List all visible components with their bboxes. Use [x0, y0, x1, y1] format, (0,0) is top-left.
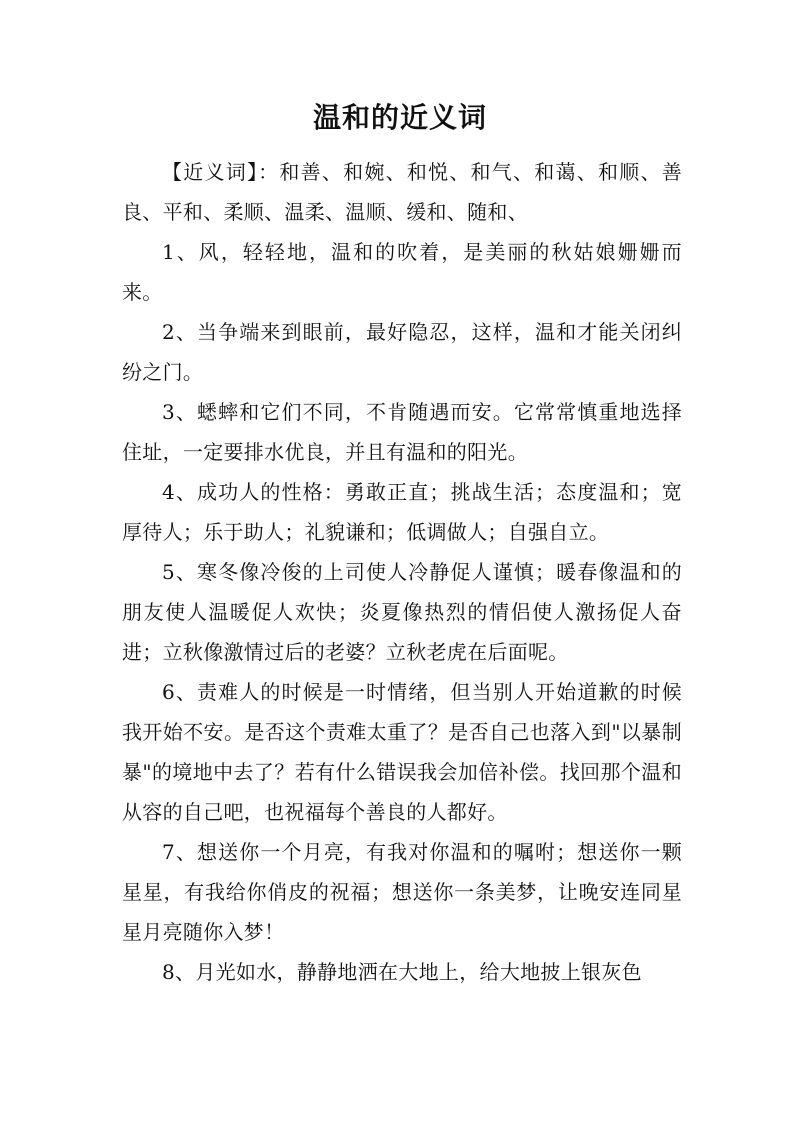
example-sentence-2: 2、当争端来到眼前，最好隐忍，这样，温和才能关闭纠纷之门。 — [122, 320, 682, 384]
document-title: 温和的近义词 — [312, 101, 487, 134]
example-sentence-5: 5、寒冬像冷俊的上司使人冷静促人谨慎；暖春像温和的朋友使人温暖促人欢快；炎夏像热烈的情侣使人激扬促人奋进；立秋像激情过后的老婆？立秋老虎在后面呢。 — [122, 560, 682, 664]
example-sentence-6: 6、责难人的时候是一时情绪，但当别人开始道歉的时候我开始不安。是否这个责难太重了？是否自己也落入到"以暴制暴"的境地中去了？若有什么错误我会加倍补偿。找回那个温和从容的自己吧，也祝福每个善良的人都好。 — [122, 680, 682, 824]
example-sentence-1: 1、风，轻轻地，温和的吹着，是美丽的秋姑娘姗姗而来。 — [122, 240, 682, 304]
synonyms-paragraph: 【近义词】：和善、和婉、和悦、和气、和蔼、和顺、善良、平和、柔顺、温柔、温顺、缓和、随和、 — [122, 160, 682, 224]
example-sentence-8: 8、月光如水，静静地洒在大地上，给大地披上银灰色 — [162, 960, 642, 984]
example-sentence-4: 4、成功人的性格：勇敢正直；挑战生活；态度温和；宽厚待人；乐于助人；礼貌谦和；低调做人；自强自立。 — [122, 480, 682, 544]
example-sentence-3: 3、蟋蟀和它们不同，不肯随遇而安。它常常慎重地选择住址，一定要排水优良，并且有温和的阳光。 — [122, 400, 682, 464]
document-body — [122, 152, 682, 992]
example-sentence-7: 7、想送你一个月亮，有我对你温和的嘱咐；想送你一颗星星，有我给你俏皮的祝福；想送你一条美梦，让晚安连同星星月亮随你入梦！ — [122, 840, 682, 944]
